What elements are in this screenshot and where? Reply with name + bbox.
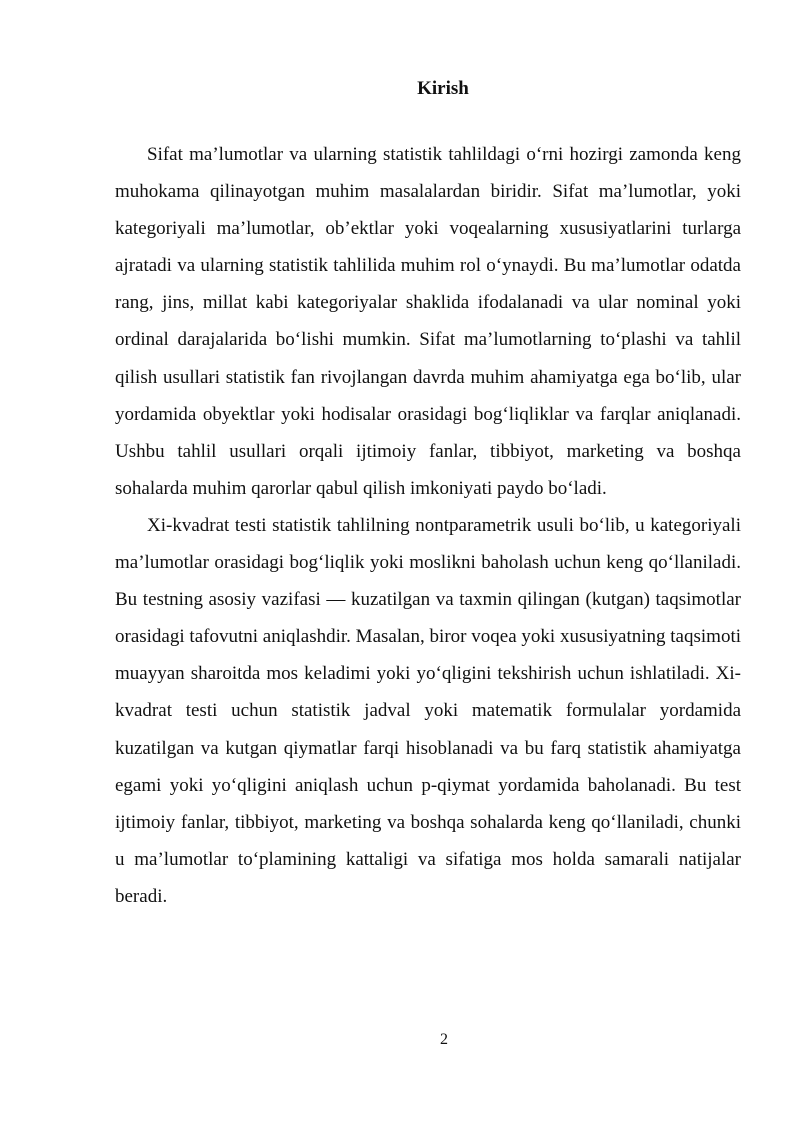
paragraph-chi-square: Xi-kvadrat testi statistik tahlilning nontparametrik usuli bo‘lib, u kategoriyali ma’lumotlar orasidagi bog‘liqlik yoki moslikni baholash uchun keng qo‘llaniladi. Bu testning asosiy vazifasi — kuzatilgan va taxmin qilingan (kutgan) taqsimotlar orasidagi tafovutni aniqlashdir. Masalan, biror voqea yoki xususiyatning taqsimoti muayyan sharoitda mos keladimi yoki yo‘qligini tekshirish uchun ishlatiladi. Xi-kvadrat testi uchun statistik jadval yoki matematik formulalar yordamida kuzatilgan va kutgan qiymatlar farqi hisoblanadi va bu farq statistik ahamiyatga egami yoki yo‘qligini aniqlash uchun p-qiymat yordamida baholanadi. Bu test ijtimoiy fanlar, tibbiyot, marketing va boshqa sohalarda keng qo‘llaniladi, chunki u ma’lumotlar to‘plamining kattaligi va sifatiga mos holda samarali natijalar beradi. (115, 514, 741, 907)
paragraph-intro: Sifat ma’lumotlar va ularning statistik tahlildagi o‘rni hozirgi zamonda keng muhokama qilinayotgan muhim masalalardan biridir. Sifat ma’lumotlar, yoki kategoriyali ma’lumotlar, ob’ektlar yoki voqealarning xususiyatlarini turlarga ajratadi va ularning statistik tahlilida muhim rol o‘ynaydi. Bu ma’lumotlar odatda rang, jins, millat kabi kategoriyalar shaklida ifodalanadi va ular nominal yoki ordinal darajalarida bo‘lishi mumkin. Sifat ma’lumotlarning to‘plashi va tahlil qilish usullari statistik fan rivojlangan davrda muhim ahamiyatga ega bo‘lib, ular yordamida obyektlar yoki hodisalar orasidagi bog‘liqliklar va farqlar aniqlanadi. Ushbu tahlil usullari orqali ijtimoiy fanlar, tibbiyot, marketing va boshqa sohalarda muhim qarorlar qabul qilish imkoniyati paydo bo‘ladi. (115, 144, 741, 499)
section-title: Kirish (417, 78, 469, 99)
page-number: 2 (440, 1031, 448, 1048)
body-text (115, 136, 741, 915)
